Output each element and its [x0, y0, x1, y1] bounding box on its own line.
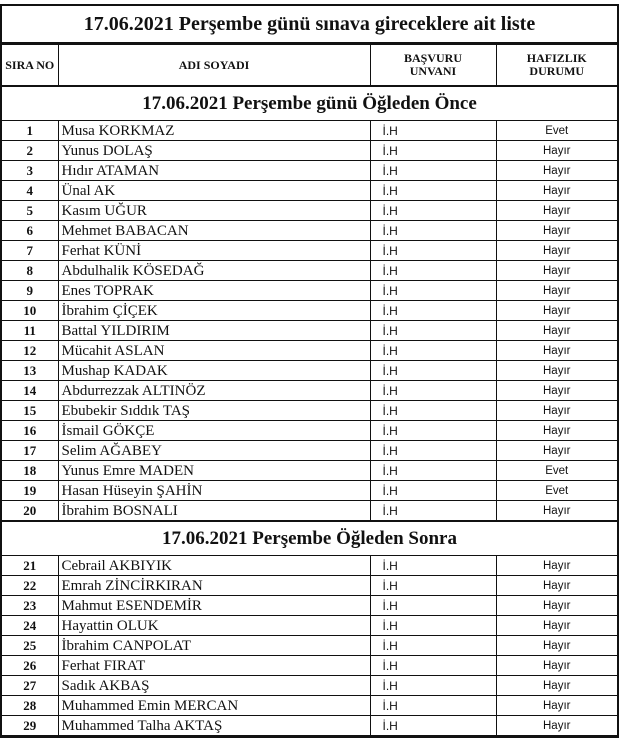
basvuru-unvani-cell: İ.H — [370, 401, 496, 421]
basvuru-unvani-cell: İ.H — [370, 596, 496, 616]
name-cell: İsmail GÖKÇE — [58, 421, 370, 441]
table-row — [2, 341, 617, 361]
sira-no-cell: 6 — [2, 221, 58, 241]
name-cell: Mahmut ESENDEMİR — [58, 596, 370, 616]
sira-no-cell: 14 — [2, 381, 58, 401]
table-row — [2, 241, 617, 261]
basvuru-unvani-cell: İ.H — [370, 676, 496, 696]
basvuru-unvani-cell: İ.H — [370, 281, 496, 301]
hafizlik-durumu-cell: Hayır — [496, 656, 617, 676]
table-row — [2, 676, 617, 696]
basvuru-unvani-cell: İ.H — [370, 361, 496, 381]
hafizlik-durumu-cell: Hayır — [496, 141, 617, 161]
sira-no-cell: 3 — [2, 161, 58, 181]
basvuru-unvani-cell: İ.H — [370, 696, 496, 716]
table-row — [2, 556, 617, 576]
sira-no-cell: 11 — [2, 321, 58, 341]
sira-no-cell: 21 — [2, 556, 58, 576]
name-cell: Yunus Emre MADEN — [58, 461, 370, 481]
sira-no-cell: 10 — [2, 301, 58, 321]
sira-no-cell: 25 — [2, 636, 58, 656]
basvuru-unvani-cell: İ.H — [370, 161, 496, 181]
sira-no-cell: 22 — [2, 576, 58, 596]
hafizlik-durumu-cell: Hayır — [496, 676, 617, 696]
sira-no-cell: 29 — [2, 716, 58, 736]
table-row — [2, 121, 617, 141]
table-row — [2, 301, 617, 321]
hafizlik-durumu-cell: Evet — [496, 121, 617, 141]
header-adi-soyadi: ADI SOYADI — [58, 45, 370, 87]
sira-no-cell: 18 — [2, 461, 58, 481]
basvuru-unvani-cell: İ.H — [370, 501, 496, 522]
basvuru-unvani-cell: İ.H — [370, 636, 496, 656]
table-row — [2, 481, 617, 501]
table-row — [2, 461, 617, 481]
basvuru-unvani-cell: İ.H — [370, 121, 496, 141]
basvuru-unvani-cell: İ.H — [370, 201, 496, 221]
hafizlik-durumu-cell: Hayır — [496, 321, 617, 341]
table-body — [2, 86, 617, 736]
hafizlik-durumu-cell: Hayır — [496, 401, 617, 421]
sira-no-cell: 28 — [2, 696, 58, 716]
name-cell: Battal YILDIRIM — [58, 321, 370, 341]
sira-no-cell: 7 — [2, 241, 58, 261]
document-title: 17.06.2021 Perşembe günü sınava gireceklere ait liste — [2, 6, 617, 44]
table-row — [2, 321, 617, 341]
name-cell: Mushap KADAK — [58, 361, 370, 381]
sira-no-cell: 24 — [2, 616, 58, 636]
hafizlik-durumu-cell: Hayır — [496, 161, 617, 181]
table-row — [2, 616, 617, 636]
basvuru-unvani-cell: İ.H — [370, 301, 496, 321]
table-row — [2, 696, 617, 716]
sira-no-cell: 15 — [2, 401, 58, 421]
hafizlik-durumu-cell: Hayır — [496, 261, 617, 281]
sira-no-cell: 1 — [2, 121, 58, 141]
basvuru-unvani-cell: İ.H — [370, 221, 496, 241]
header-hafizlik-line1: HAFIZLIK — [526, 51, 587, 65]
header-hafizlik-line2: DURUMU — [529, 64, 585, 78]
table-row — [2, 361, 617, 381]
name-cell: Sadık AKBAŞ — [58, 676, 370, 696]
table-row — [2, 161, 617, 181]
basvuru-unvani-cell: İ.H — [370, 341, 496, 361]
header-sira-no: SIRA NO — [2, 45, 58, 87]
name-cell: Enes TOPRAK — [58, 281, 370, 301]
basvuru-unvani-cell: İ.H — [370, 141, 496, 161]
table-row — [2, 401, 617, 421]
hafizlik-durumu-cell: Hayır — [496, 556, 617, 576]
hafizlik-durumu-cell: Hayır — [496, 716, 617, 736]
sira-no-cell: 12 — [2, 341, 58, 361]
table-row — [2, 381, 617, 401]
basvuru-unvani-cell: İ.H — [370, 241, 496, 261]
basvuru-unvani-cell: İ.H — [370, 716, 496, 736]
name-cell: İbrahim BOSNALI — [58, 501, 370, 522]
name-cell: Musa KORKMAZ — [58, 121, 370, 141]
name-cell: Emrah ZİNCİRKIRAN — [58, 576, 370, 596]
table-row — [2, 421, 617, 441]
sira-no-cell: 8 — [2, 261, 58, 281]
section-title: 17.06.2021 Perşembe günü Öğleden Önce — [2, 86, 617, 121]
hafizlik-durumu-cell: Hayır — [496, 281, 617, 301]
table-row — [2, 281, 617, 301]
name-cell: Abdurrezzak ALTINÖZ — [58, 381, 370, 401]
exam-list-document — [0, 4, 619, 738]
name-cell: Mehmet BABACAN — [58, 221, 370, 241]
name-cell: Ebubekir Sıddık TAŞ — [58, 401, 370, 421]
sira-no-cell: 26 — [2, 656, 58, 676]
hafizlik-durumu-cell: Hayır — [496, 636, 617, 656]
hafizlik-durumu-cell: Hayır — [496, 361, 617, 381]
section-title: 17.06.2021 Perşembe Öğleden Sonra — [2, 521, 617, 556]
hafizlik-durumu-cell: Hayır — [496, 696, 617, 716]
name-cell: Hasan Hüseyin ŞAHİN — [58, 481, 370, 501]
name-cell: Abdulhalik KÖSEDAĞ — [58, 261, 370, 281]
basvuru-unvani-cell: İ.H — [370, 381, 496, 401]
hafizlik-durumu-cell: Hayır — [496, 596, 617, 616]
sira-no-cell: 27 — [2, 676, 58, 696]
name-cell: İbrahim ÇİÇEK — [58, 301, 370, 321]
section-header — [2, 521, 617, 556]
sira-no-cell: 16 — [2, 421, 58, 441]
name-cell: Cebrail AKBIYIK — [58, 556, 370, 576]
basvuru-unvani-cell: İ.H — [370, 616, 496, 636]
hafizlik-durumu-cell: Hayır — [496, 616, 617, 636]
header-basvuru-unvani — [370, 45, 496, 87]
header-basvuru-line2: UNVANI — [409, 64, 457, 78]
hafizlik-durumu-cell: Hayır — [496, 341, 617, 361]
hafizlik-durumu-cell: Hayır — [496, 441, 617, 461]
table-row — [2, 501, 617, 522]
name-cell: Mücahit ASLAN — [58, 341, 370, 361]
basvuru-unvani-cell: İ.H — [370, 461, 496, 481]
table-row — [2, 656, 617, 676]
exam-list-table — [2, 44, 617, 736]
basvuru-unvani-cell: İ.H — [370, 556, 496, 576]
header-basvuru-line1: BAŞVURU — [403, 51, 462, 65]
hafizlik-durumu-cell: Hayır — [496, 301, 617, 321]
table-row — [2, 716, 617, 736]
name-cell: Kasım UĞUR — [58, 201, 370, 221]
hafizlik-durumu-cell: Hayır — [496, 181, 617, 201]
table-row — [2, 201, 617, 221]
name-cell: Muhammed Emin MERCAN — [58, 696, 370, 716]
sira-no-cell: 4 — [2, 181, 58, 201]
basvuru-unvani-cell: İ.H — [370, 656, 496, 676]
table-row — [2, 636, 617, 656]
sira-no-cell: 2 — [2, 141, 58, 161]
hafizlik-durumu-cell: Hayır — [496, 421, 617, 441]
sira-no-cell: 13 — [2, 361, 58, 381]
hafizlik-durumu-cell: Hayır — [496, 201, 617, 221]
hafizlik-durumu-cell: Hayır — [496, 576, 617, 596]
table-row — [2, 261, 617, 281]
hafizlik-durumu-cell: Hayır — [496, 501, 617, 522]
table-row — [2, 441, 617, 461]
table-row — [2, 576, 617, 596]
basvuru-unvani-cell: İ.H — [370, 421, 496, 441]
name-cell: Ferhat FIRAT — [58, 656, 370, 676]
hafizlik-durumu-cell: Hayır — [496, 241, 617, 261]
header-hafizlik-durumu — [496, 45, 617, 87]
table-row — [2, 221, 617, 241]
name-cell: Yunus DOLAŞ — [58, 141, 370, 161]
header-row — [2, 45, 617, 87]
name-cell: Ünal AK — [58, 181, 370, 201]
basvuru-unvani-cell: İ.H — [370, 576, 496, 596]
basvuru-unvani-cell: İ.H — [370, 261, 496, 281]
hafizlik-durumu-cell: Hayır — [496, 381, 617, 401]
hafizlik-durumu-cell: Evet — [496, 461, 617, 481]
table-row — [2, 141, 617, 161]
sira-no-cell: 5 — [2, 201, 58, 221]
hafizlik-durumu-cell: Hayır — [496, 221, 617, 241]
basvuru-unvani-cell: İ.H — [370, 441, 496, 461]
table-row — [2, 181, 617, 201]
name-cell: Ferhat KÜNİ — [58, 241, 370, 261]
sira-no-cell: 19 — [2, 481, 58, 501]
table-row — [2, 596, 617, 616]
name-cell: Hayattin OLUK — [58, 616, 370, 636]
sira-no-cell: 20 — [2, 501, 58, 522]
hafizlik-durumu-cell: Evet — [496, 481, 617, 501]
basvuru-unvani-cell: İ.H — [370, 181, 496, 201]
sira-no-cell: 23 — [2, 596, 58, 616]
basvuru-unvani-cell: İ.H — [370, 481, 496, 501]
basvuru-unvani-cell: İ.H — [370, 321, 496, 341]
name-cell: Hıdır ATAMAN — [58, 161, 370, 181]
sira-no-cell: 17 — [2, 441, 58, 461]
section-header — [2, 86, 617, 121]
name-cell: Muhammed Talha AKTAŞ — [58, 716, 370, 736]
name-cell: Selim AĞABEY — [58, 441, 370, 461]
name-cell: İbrahim CANPOLAT — [58, 636, 370, 656]
sira-no-cell: 9 — [2, 281, 58, 301]
